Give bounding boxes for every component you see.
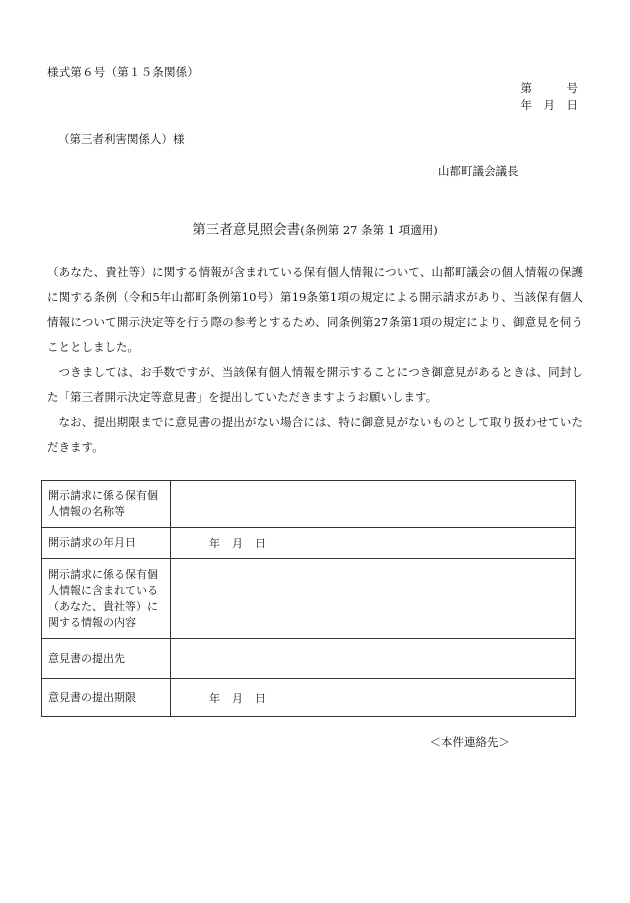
- table-row: [42, 481, 576, 528]
- form-number: 様式第６号（第１５条関係）: [47, 65, 200, 79]
- paragraph-1: （あなた、貴社等）に関する情報が含まれている保有個人情報について、山都町議会の個人情報の保護に関する条例（令和5年山都町条例第10号）第19条第1項の規定による開示請求があり、当該保有個人情報について開示決定等を行う際の参考とするため、同条例第27条第1項の規定により、御意見を伺うこととしました。: [47, 265, 583, 354]
- row-value: [171, 639, 576, 679]
- table-row: [42, 528, 576, 559]
- paragraph-2: つきましては、お手数ですが、当該保有個人情報を開示することにつき御意見があるときは、同封した「第三者開示決定等意見書」を提出していただきますようお願いします。: [47, 365, 583, 404]
- table-row: [42, 639, 576, 679]
- doc-number-date-block: [521, 80, 579, 114]
- issue-date: 年 月 日: [520, 98, 578, 112]
- row-value: [171, 481, 576, 528]
- document-title: [0, 218, 630, 238]
- table-row: [42, 559, 576, 639]
- table-row: [42, 679, 576, 717]
- row-label: 意見書の提出先: [42, 639, 171, 679]
- body-text: [47, 260, 583, 460]
- row-value: [171, 559, 576, 639]
- sender: 山都町議会議長: [438, 164, 519, 178]
- row-label: 開示請求に係る保有個人情報の名称等: [42, 481, 171, 528]
- doc-number: 第 号: [520, 81, 578, 95]
- row-value: 年 月 日: [171, 679, 576, 717]
- paragraph-3: なお、提出期限までに意見書の提出がない場合には、特に御意見がないものとして取り扱わせていただきます。: [47, 415, 583, 454]
- title-main: 第三者意見照会書: [192, 222, 301, 238]
- row-label: 意見書の提出期限: [42, 679, 171, 717]
- addressee: （第三者利害関係人）様: [58, 132, 185, 146]
- contact-heading: ＜本件連絡先＞: [429, 735, 510, 749]
- info-table: [41, 480, 576, 717]
- title-sub: (条例第 27 条第 1 項適用): [300, 223, 438, 237]
- row-label: 開示請求に係る保有個人情報に含まれている（あなた、貴社等）に関する情報の内容: [42, 559, 171, 639]
- row-label: 開示請求の年月日: [42, 528, 171, 559]
- row-value: 年 月 日: [171, 528, 576, 559]
